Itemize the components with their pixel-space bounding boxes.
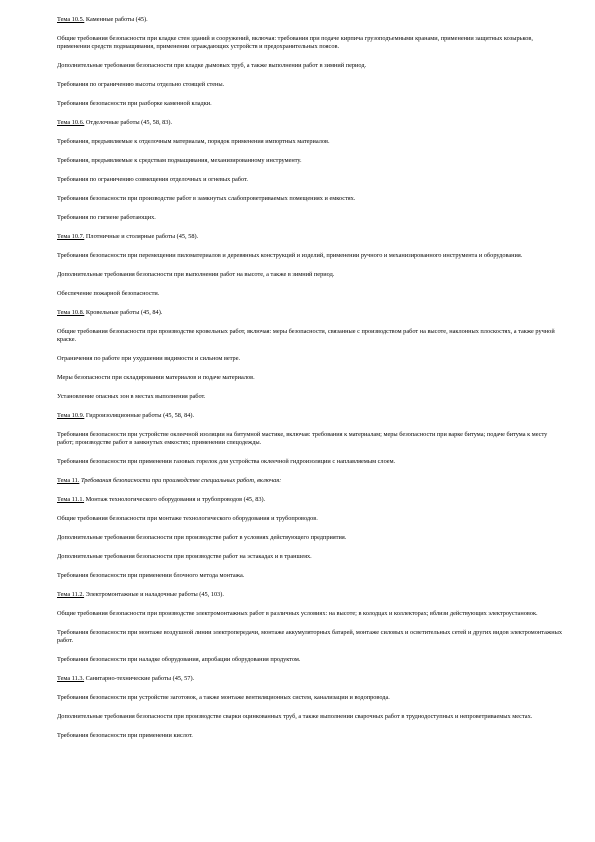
paragraph-topic-heading: Тема 10.8. Кровельные работы (45, 84). [57, 309, 163, 316]
paragraph-topic-heading: Тема 11.1. Монтаж технологического оборудования и трубопроводов (45, 83). [57, 496, 266, 503]
topic-link[interactable]: Тема 11.1. [57, 496, 85, 503]
paragraph: Требования по ограничению высоты отдельно стоящей стены. [57, 81, 225, 88]
paragraph: Требования безопасности при применении блочного метода монтажа. [57, 572, 245, 579]
document-body [57, 16, 562, 751]
section-subtitle: Требования безопасности при производстве специальных работ, включая: [80, 477, 282, 484]
paragraph-topic-heading: Тема 10.7. Плотничные и столярные работы (45, 58). [57, 233, 199, 240]
paragraph: Дополнительные требования безопасности при производстве работ в условиях действующего предприятия. [57, 534, 347, 541]
paragraph: Требования безопасности при разборке каменной кладки. [57, 100, 212, 107]
paragraph: Требования безопасности при устройстве оклеечной изоляции на битумной мастике, включая: требования к материалам; меры безопасности при варке битума; подаче битума к месту работ; производстве работ в замкнутых емкостях; применении спецодежды. [57, 431, 548, 446]
topic-link[interactable]: Тема 10.9. [57, 412, 85, 419]
topic-link[interactable]: Тема 10.5. [57, 16, 85, 23]
paragraph: Установление опасных зон в местах выполнения работ. [57, 393, 206, 400]
paragraph: Дополнительные требования безопасности при кладке дымовых труб, а также выполнении работ в зимний период. [57, 62, 367, 69]
paragraph: Требования безопасности при производстве работ в замкнутых слабопроветриваемых помещениях и емкостях. [57, 195, 356, 202]
paragraph: Общие требования безопасности при производстве электромонтажных работ в различных условиях: на высоте; в колодцах и коллекторах; вблизи действующих электроустановок. [57, 610, 538, 617]
topic-link[interactable]: Тема 11. [57, 477, 80, 484]
paragraph: Обеспечение пожарной безопасности. [57, 290, 160, 297]
paragraph-topic-heading: Тема 10.5. Каменные работы (45). [57, 16, 148, 23]
paragraph: Требования безопасности при применении газовых горелок для устройства оклеечной гидроизоляции с наплавляемым слоем. [57, 458, 396, 465]
paragraph: Требования безопасности при наладке оборудования, апробации оборудования продуктом. [57, 656, 301, 663]
topic-link[interactable]: Тема 11.3. [57, 675, 85, 682]
paragraph: Общие требования безопасности при производстве кровельных работ, включая: меры безопасности, связанные с производством работ на высоте, наклонных плоскостях, а также ручной краске. [57, 328, 555, 343]
paragraph: Требования, предъявляемые к отделочным материалам, порядок применения импортных материалов. [57, 138, 330, 145]
paragraph: Общие требования безопасности при монтаже технологического оборудования и трубопроводов. [57, 515, 318, 522]
paragraph: Требования безопасности при устройстве заготовок, а также монтаже вентиляционных систем, канализации и водопровода. [57, 694, 390, 701]
topic-link[interactable]: Тема 11.2. [57, 591, 85, 598]
paragraph: Требования безопасности при перемещении пиломатериалов и деревянных конструкций и изделий, применении ручного и механизированного инструмента и оборудования. [57, 252, 523, 259]
paragraph: Дополнительные требования безопасности при производстве работ на эстакадах и в траншеях. [57, 553, 312, 560]
paragraph: Дополнительные требования безопасности при выполнении работ на высоте, а также в зимний период. [57, 271, 335, 278]
paragraph: Требования безопасности при применении кислот. [57, 732, 193, 739]
topic-link[interactable]: Тема 10.8. [57, 309, 85, 316]
paragraph-topic-heading [57, 477, 562, 485]
paragraph: Ограничения по работе при ухудшении видимости и сильном ветре. [57, 355, 241, 362]
paragraph: Требования по ограничению совмещения отделочных и огневых работ. [57, 176, 248, 183]
paragraph: Меры безопасности при складировании материалов и подаче материалов. [57, 374, 255, 381]
paragraph: Дополнительные требования безопасности при производстве сварки оцинкованных труб, а также выполнении сварочных работ в труднодоступных и непроветриваемых местах. [57, 713, 533, 720]
paragraph: Требования безопасности при монтаже воздушной линии электропередачи, монтаже аккумуляторных батарей, монтаже силовых и осветительных сетей и других видов электромонтажных работ. [57, 629, 562, 644]
topic-link[interactable]: Тема 10.6. [57, 119, 85, 126]
paragraph-topic-heading: Тема 11.3. Санитарно-технические работы (45, 57). [57, 675, 195, 682]
paragraph: Требования, предъявляемые к средствам подмащивания, механизированному инструменту. [57, 157, 302, 164]
paragraph-topic-heading: Тема 10.6. Отделочные работы (45, 58, 83). [57, 119, 173, 126]
paragraph: Общие требования безопасности при кладке стен зданий и сооружений, включая: требования при подаче кирпича грузоподъемными кранами, применении защитных козырьков, применении средств подмащивания, применении ограждающих устройств и предохранительных поясов. [57, 35, 533, 50]
topic-link[interactable]: Тема 10.7. [57, 233, 85, 240]
paragraph-topic-heading: Тема 11.2. Электромонтажные и наладочные работы (45, 103). [57, 591, 224, 598]
paragraph: Требования по гигиене работающих. [57, 214, 156, 221]
paragraph-topic-heading: Тема 10.9. Гидроизоляционные работы (45, 58, 84). [57, 412, 195, 419]
